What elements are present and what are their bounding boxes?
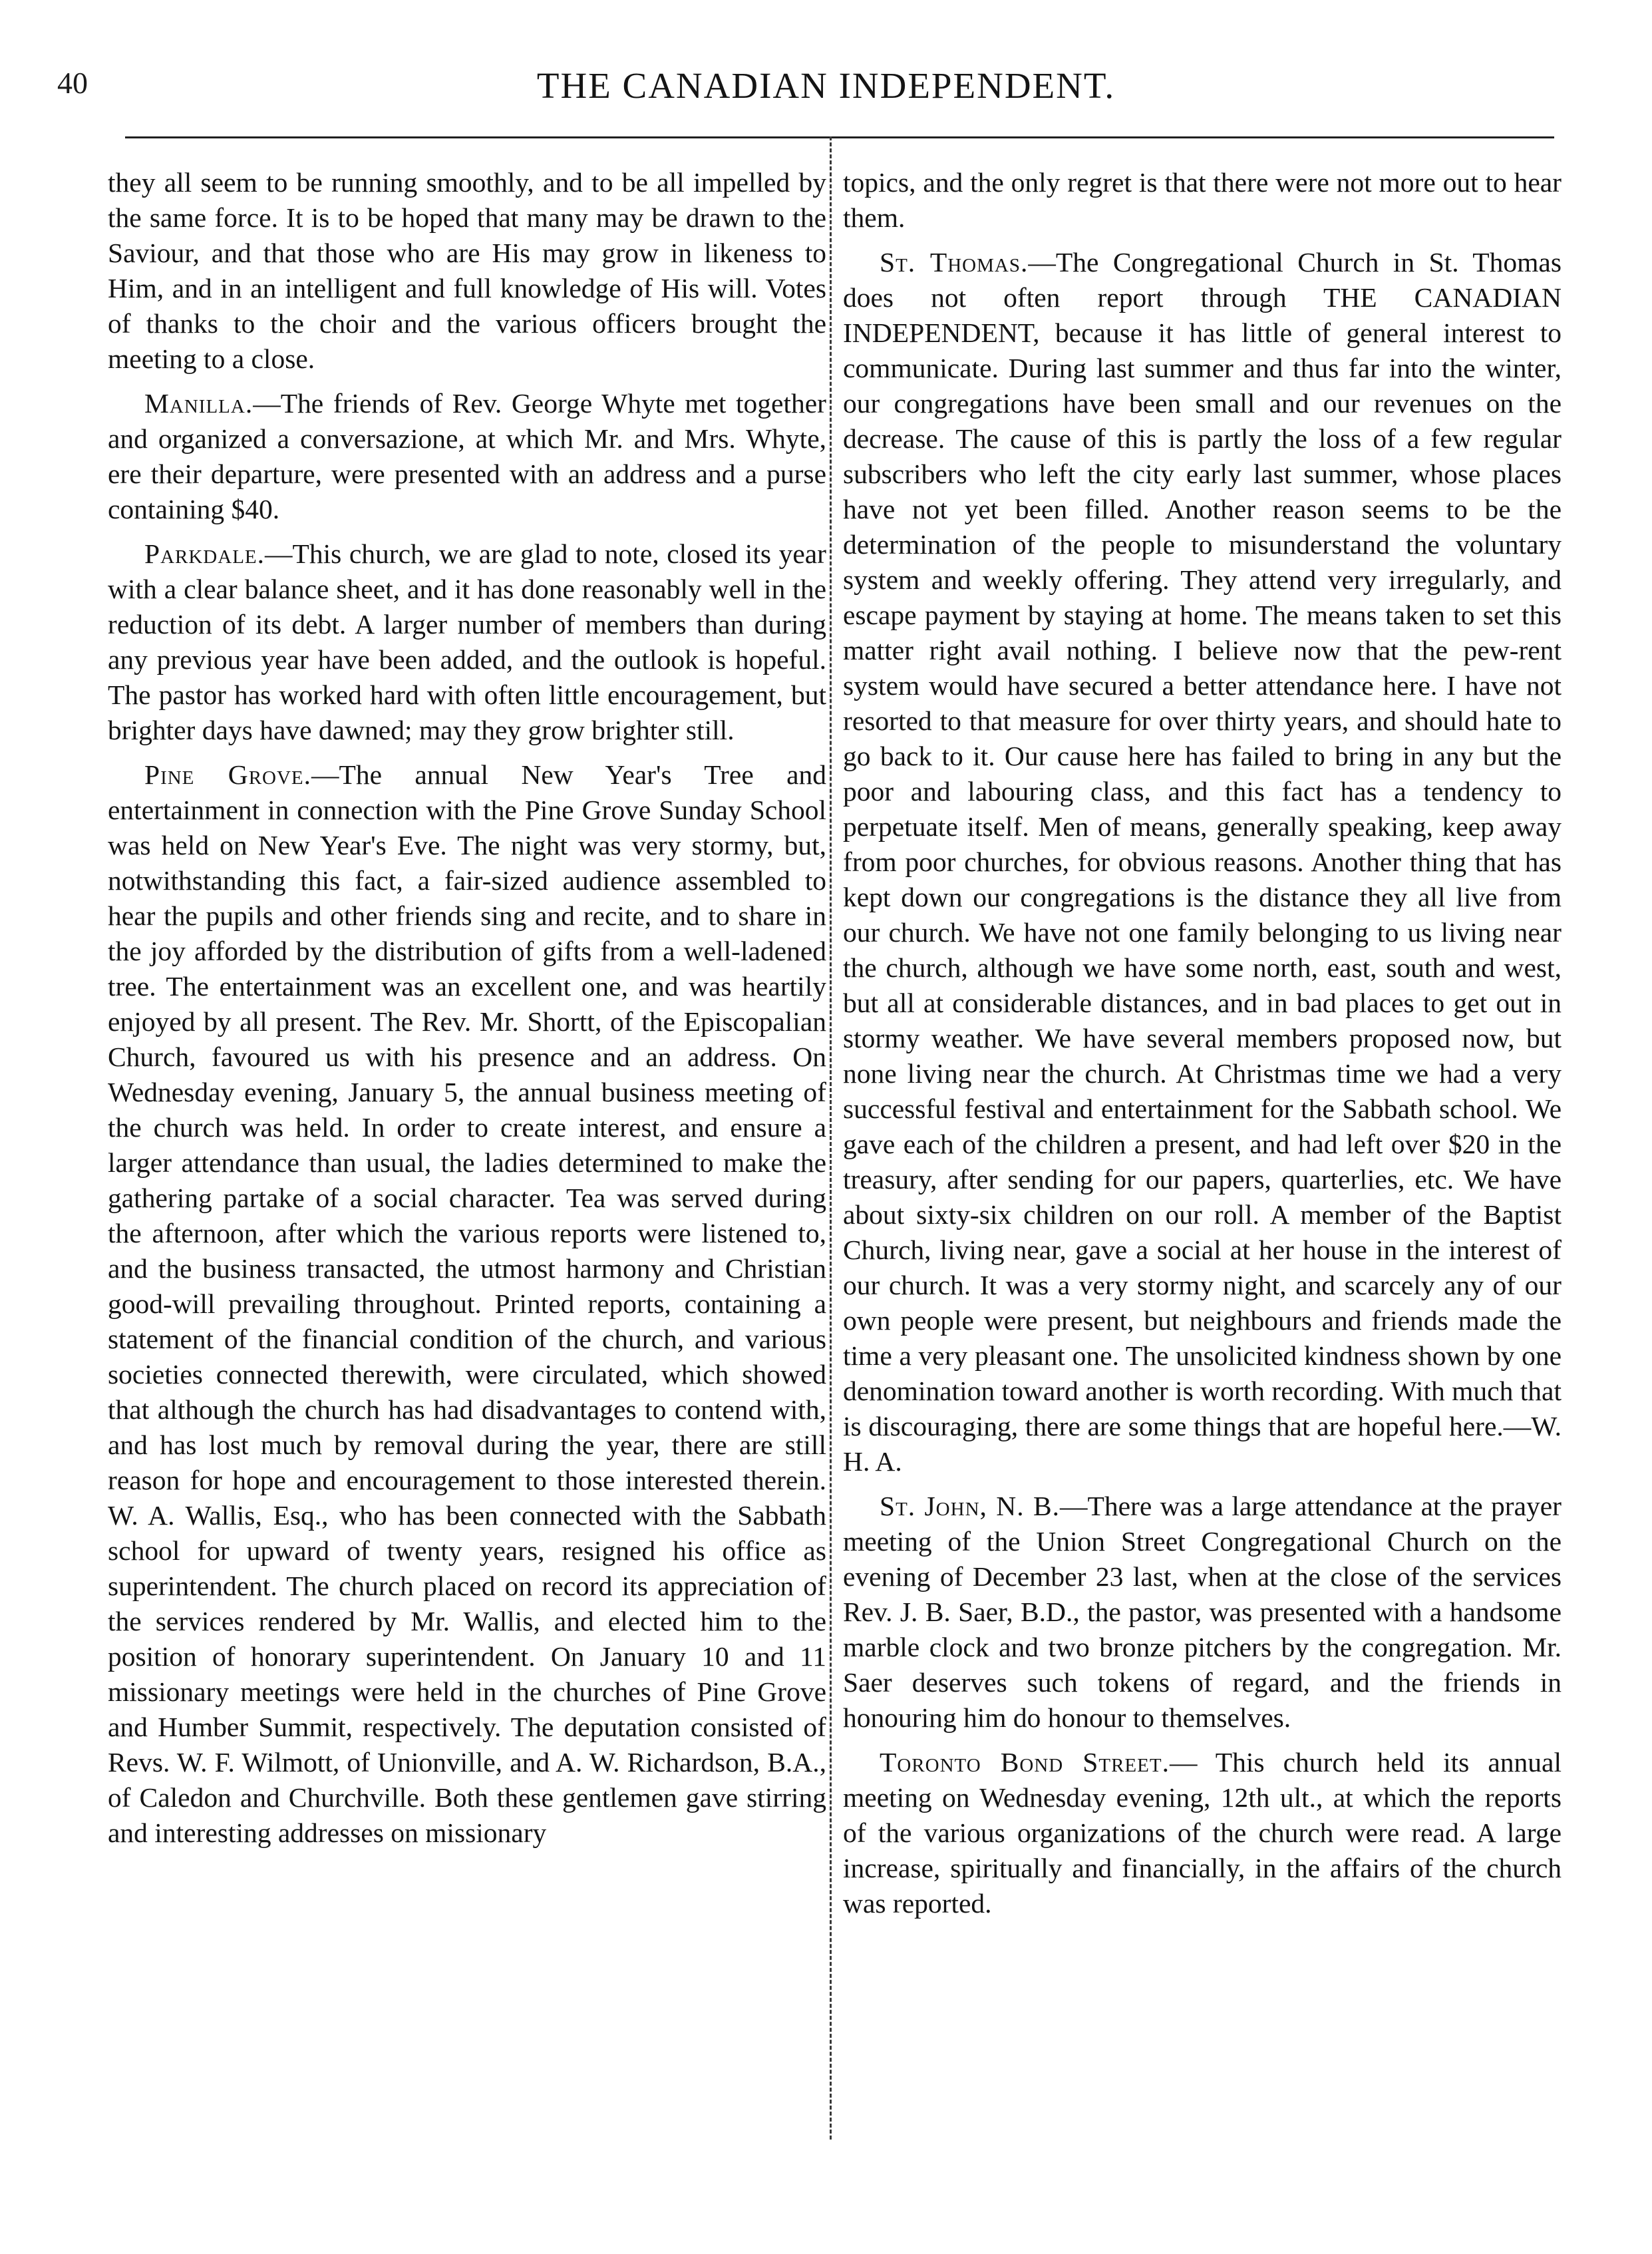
paragraph-text: they all seem to be running smoothly, and to be all impelled by the same force. It is to be hoped that many may be drawn to the Saviour, and that those who are His may grow in likeness to Him, and in an intelligent and full knowledge of His will. Votes of thanks to the choir and the various officers brought the meeting to a close. (108, 167, 826, 374)
paragraph-continuation (843, 165, 1562, 236)
page-number: 40 (57, 66, 88, 100)
paragraph-text: — This church held its annual meeting on Wednesday evening, 12th ult., at which the reports of the various organizations of the church were read. A large increase, spiritually and financially, in the affairs of the church was reported. (843, 1747, 1562, 1919)
running-title: THE CANADIAN INDEPENDENT. (536, 65, 1116, 106)
column-divider (830, 136, 832, 2140)
news-item-parkdale (108, 536, 826, 748)
news-item-pine-grove (108, 757, 826, 1851)
paragraph-text: —The Congregational Church in St. Thomas does not often report through THE CANADIAN INDEPENDENT, because it has little of general interest to communicate. During last summer and thus far into the winter, our congregations have been small and our revenues on the decrease. The cause of this is partly the loss of a few regular subscribers who left the city early last summer, whose places have not yet been filled. Another reason seems to be the determination of the people to misunderstand the voluntary system and weekly offering. They attend very irregularly, and escape payment by staying at home. The means taken to set this matter right avail nothing. I believe now that the pew-rent system would have secured a better attendance here. I have not resorted to that measure for over thirty years, and should hate to go back to it. Our cause here has failed to bring in any but the poor and labouring class, and this fact has a tendency to perpetuate itself. Men of means, generally speaking, keep away from poor churches, for obvious reasons. Another thing that has kept down our congregations is the distance they all live from our church. We have not one family belonging to us living near the church, although we have some north, east, south and west, but all at considerable distances, and in bad places to get out in stormy weather. We have several members proposed now, but none living near the church. At Christmas time we had a very successful festival and entertainment for the Sabbath school. We gave each of the children a present, and had left over $20 in the treasury, after sending for our papers, quarterlies, etc. We have about sixty-six children on our roll. A member of the Baptist Church, living near, gave a social at her house in the interest of our church. It was a very stormy night, and scarcely any of our own people were present, but neighbours and friends made the time a very pleasant one. The unsolicited kindness shown by one denomination toward another is worth recording. With much that is discouraging, there are some things that are hopeful here.—W. H. A. (843, 247, 1562, 1477)
paragraph-text: topics, and the only regret is that there were not more out to hear them. (843, 167, 1562, 233)
paragraph-text: —The annual New Year's Tree and entertainment in connection with the Pine Grove Sunday School was held on New Year's Eve. The night was very stormy, but, notwithstanding this fact, a fair-sized audience assembled to hear the pupils and other friends sing and recite, and to share in the joy afforded by the distribution of gifts from a well-ladened tree. The entertainment was an excellent one, and was heartily enjoyed by all present. The Rev. Mr. Shortt, of the Episcopalian Church, favoured us with his presence and an address. On Wednesday evening, January 5, the annual business meeting of the church was held. In order to create interest, and ensure a larger attendance than usual, the ladies determined to make the gathering partake of a social character. Tea was served during the afternoon, after which the various reports were listened to, and the business transacted, the utmost harmony and Christian good-will prevailing throughout. Printed reports, containing a statement of the financial condition of the church, and various societies connected therewith, were circulated, which showed that although the church has had disadvantages to contend with, and has lost much by removal during the year, there are still reason for hope and encouragement to those interested therein. W. A. Wallis, Esq., who has been connected with the Sabbath school for upward of twenty years, resigned his office as superintendent. The church placed on record its appreciation of the services rendered by Mr. Wallis, and elected him to the position of honorary superintendent. On January 10 and 11 missionary meetings were held in the churches of Pine Grove and Humber Summit, respectively. The deputation consisted of Revs. W. F. Wilmott, of Unionville, and A. W. Richardson, B.A., of Caledon and Churchville. Both these gentlemen gave stirring and interesting addresses on missionary (108, 759, 826, 1848)
news-item-st-thomas (843, 245, 1562, 1479)
paragraph-continuation (108, 165, 826, 377)
paragraph-text: —This church, we are glad to note, closed its year with a clear balance sheet, and it has done reasonably well in the reduction of its debt. A larger number of members than during any previous year have been added, and the outlook is hopeful. The pastor has worked hard with often little encouragement, but brighter days have dawned; may they grow brighter still. (108, 538, 826, 745)
item-heading: St. Thomas. (880, 247, 1029, 278)
paragraph-text: —There was a large attendance at the prayer meeting of the Union Street Congregational Church on the evening of December 23 last, when at the close of the services Rev. J. B. Saer, B.D., the pastor, was presented with a handsome marble clock and two bronze pitchers by the congregation. Mr. Saer deserves such tokens of regard, and the friends in honouring him do honour to themselves. (843, 1491, 1562, 1733)
item-heading: Toronto Bond Street. (880, 1747, 1170, 1778)
item-heading: Manilla. (144, 388, 253, 419)
page-header (0, 63, 1652, 116)
news-item-st-john (843, 1489, 1562, 1736)
news-item-manilla (108, 386, 826, 527)
right-column (843, 165, 1562, 2135)
left-column (108, 165, 826, 2135)
paragraph-text: —The friends of Rev. George Whyte met together and organized a conversazione, at which Mr. and Mrs. Whyte, ere their departure, were presented with an address and a purse containing $40. (108, 388, 826, 524)
item-heading: St. John, N. B. (880, 1491, 1061, 1521)
item-heading: Pine Grove. (144, 759, 312, 790)
item-heading: Parkdale. (144, 538, 265, 569)
header-rule (125, 136, 1554, 138)
news-item-toronto-bond-street (843, 1745, 1562, 1921)
